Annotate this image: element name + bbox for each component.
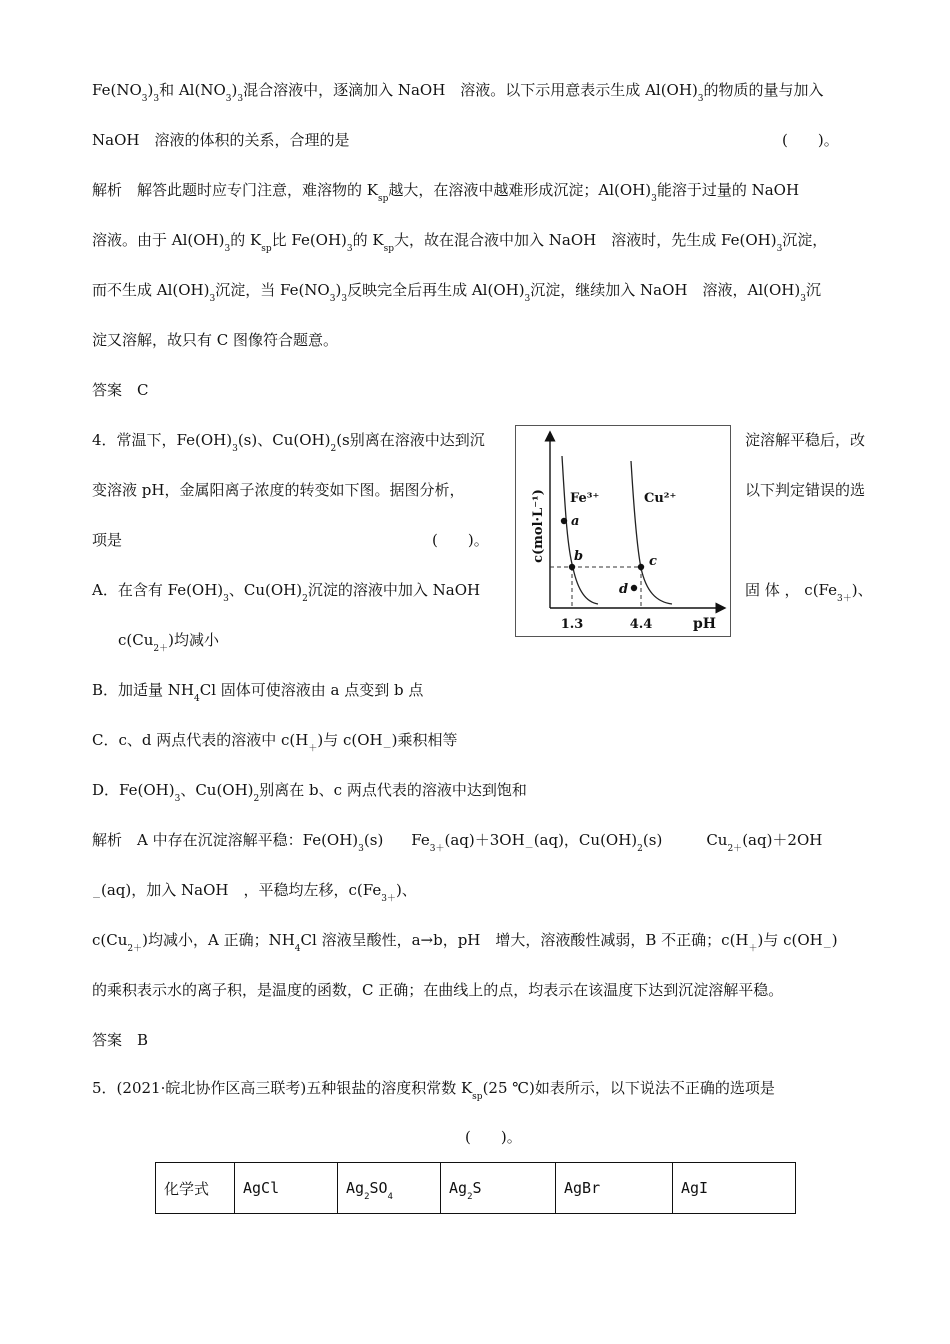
q4-line3: 项是: [92, 531, 123, 549]
point-d-label: d: [619, 582, 629, 597]
q4-option-a-right: 固 体 ， $c(Fe_{3+})$、: [745, 581, 873, 604]
ksp-table: [155, 1162, 796, 1214]
cu-curve: [631, 461, 672, 604]
q3-line1: $Fe(NO_3)_3$和 $Al(NO_3)_3$混合溶液中，逐滴加入 NaOH 溶液。以下示用意表示生成 $Al(OH)_3$的物质的量与加入: [92, 81, 824, 104]
table-cell-agi: AgI: [673, 1163, 796, 1214]
q4-answer-paren: ( )。: [432, 531, 489, 549]
point-c: [638, 564, 644, 570]
q4-line2-left: 变溶液 pH，金属阳离子浓度的转变如下图。据图分析，: [92, 481, 465, 499]
x-axis-label: pH: [692, 616, 716, 632]
solubility-graph: [515, 425, 731, 637]
q4-option-a-cont: $c(Cu_{2+})$均减小: [118, 631, 219, 654]
q3-line2: NaOH 溶液的体积的关系，合理的是: [92, 131, 350, 149]
point-a: [561, 518, 567, 524]
q4-option-a: A．在含有 $Fe(OH)_3$、$Cu(OH)_2$沉淀的溶液中加入 NaOH: [92, 581, 481, 604]
graph-svg: [516, 426, 730, 636]
q4-solution-line4: 的乘积表示水的离子积，是温度的函数，C 正确；在曲线上的点，均表示在该温度下达到沉淀溶解平稳。: [92, 981, 784, 999]
q5-line1: 5．(2021·皖北协作区高三联考)五种银盐的溶度积常数 $K_{sp}(25$ ℃)如表所示，以下说法不正确的选项是: [92, 1079, 775, 1102]
q3-answer-paren: ( )。: [782, 131, 839, 149]
table-cell-ag2s: $Ag_2S$: [441, 1163, 556, 1214]
point-c-label: c: [649, 554, 657, 569]
cu-label: Cu²⁺: [644, 491, 677, 506]
point-b: [569, 564, 575, 570]
q4-line1-left: 4．常温下，$Fe(OH)_3(s)$、$Cu(OH)_2(s$别离在溶液中达到沉: [92, 431, 485, 454]
table-cell-agcl: AgCl: [235, 1163, 338, 1214]
q4-solution-line1: 解析 A 中存在沉淀溶解平稳：$Fe(OH)_3(s)$ $Fe_{3+}(aq)+3OH_-(aq)$，$Cu(OH)_2(s)$ $Cu_{2+}(aq)+2OH$: [92, 831, 823, 854]
point-d: [631, 585, 637, 591]
q4-line2-right: 以下判定错误的选: [745, 481, 866, 499]
q4-solution-line3: $c(Cu_{2+})$均减小，A 正确；$NH_4Cl$ 溶液呈酸性，a→b，pH 增大，溶液酸性减弱，B 不正确；$c(H_+)$与 $c(OH_-)$: [92, 931, 838, 954]
q3-solution-line4: 淀又溶解，故只有 C 图像符合题意。: [92, 331, 339, 349]
table-row: [156, 1163, 796, 1214]
q3-solution-line2: 溶液。由于 $Al(OH)_3$的 $K_{sp}$比 $Fe(OH)_3$的 $K_{sp}$大，故在混合液中加入 NaOH 溶液时，先生成 $Fe(OH)_3$沉淀，: [92, 231, 828, 254]
q3-solution-line1: 解析 解答此题时应专门注意，难溶物的 $K_{sp}$越大，在溶液中越难形成沉淀；$Al(OH)_3$能溶于过量的 NaOH: [92, 181, 800, 204]
tick-label-1: 1.3: [560, 617, 584, 632]
q3-answer: 答案 C: [92, 381, 149, 399]
tick-label-2: 4.4: [629, 617, 653, 632]
q3-solution-line3: 而不生成 $Al(OH)_3$沉淀，当 $Fe(NO_3)_3$反映完全后再生成 $Al(OH)_3$沉淀，继续加入 NaOH 溶液，$Al(OH)_3$沉: [92, 281, 821, 304]
fe-curve: [562, 456, 598, 604]
q4-option-c: C．c、d 两点代表的溶液中 $c(H_+)$与 $c(OH_-)$乘积相等: [92, 731, 458, 754]
fe-label: Fe³⁺: [570, 491, 600, 506]
point-a-label: a: [571, 514, 580, 529]
q4-answer: 答案 B: [92, 1031, 149, 1049]
q4-line1-right: 淀溶解平稳后，改: [745, 431, 866, 449]
table-cell-agbr: AgBr: [556, 1163, 673, 1214]
table-header-cell: 化学式: [156, 1163, 235, 1214]
q4-option-d: D．$Fe(OH)_3$、$Cu(OH)_2$别离在 b、c 两点代表的溶液中达到饱和: [92, 781, 527, 804]
q4-option-b: B．加适量 $NH_4Cl$ 固体可使溶液由 a 点变到 b 点: [92, 681, 424, 704]
q4-solution-line2: $_-$(aq)，加入 NaOH ，平稳均左移，$c(Fe_{3+})$、: [92, 881, 417, 904]
y-axis-label: c(mol·L⁻¹): [531, 489, 546, 563]
table-cell-ag2so4: $Ag_2SO_4$: [338, 1163, 441, 1214]
q5-answer-paren: ( )。: [465, 1128, 522, 1146]
point-b-label: b: [574, 549, 584, 564]
